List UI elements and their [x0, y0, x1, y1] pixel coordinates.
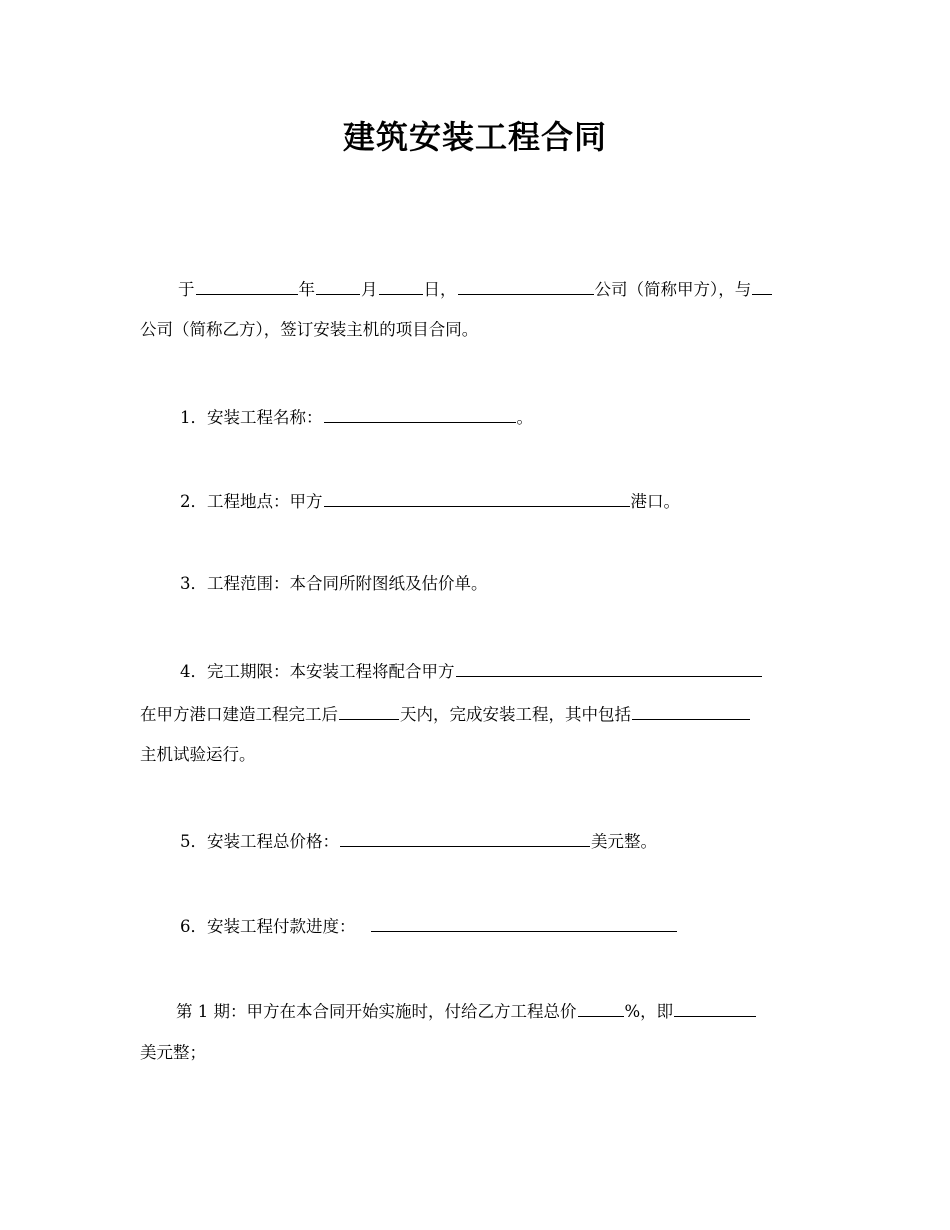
- phase-1-text-c: 美元整；: [140, 1043, 206, 1062]
- item-4-line-2b: 天内，完成安装工程，其中包括: [400, 705, 631, 724]
- item-5: [180, 828, 657, 852]
- item-4-label: 4．完工期限：本安装工程将配合甲方: [180, 662, 455, 681]
- document-title: 建筑安装工程合同: [342, 118, 607, 156]
- party-b-label: 公司（简称乙方），签订安装主机的项目合同。: [140, 320, 479, 339]
- item-3: [180, 572, 488, 596]
- phase-1-text-a: 第 1 期：甲方在本合同开始实施时，付给乙方工程总价: [176, 1002, 577, 1021]
- item-2-end: 港口。: [630, 492, 680, 511]
- location-blank[interactable]: [324, 488, 630, 507]
- intro-line-2: [140, 318, 478, 342]
- item-5-label: 5．安装工程总价格：: [180, 832, 339, 851]
- item-6: [180, 913, 678, 937]
- day-blank[interactable]: [379, 276, 423, 295]
- year-label: 年: [298, 280, 315, 299]
- party-b-blank[interactable]: [752, 276, 772, 295]
- item-6-label: 6．安装工程付款进度：: [180, 917, 356, 936]
- party-a-label: 公司（简称甲方），与: [594, 280, 752, 299]
- item-2-label: 2．工程地点：甲方: [180, 492, 323, 511]
- coordination-blank[interactable]: [456, 658, 762, 677]
- item-1-label: 1．安装工程名称：: [180, 408, 323, 427]
- item-1-end: 。: [516, 408, 533, 427]
- year-blank[interactable]: [196, 276, 298, 295]
- item-4-line-2: [140, 701, 751, 725]
- month-label: 月: [361, 280, 378, 299]
- party-a-blank[interactable]: [458, 276, 594, 295]
- item-4-line-1: [180, 658, 763, 682]
- item-5-end: 美元整。: [591, 832, 657, 851]
- month-blank[interactable]: [316, 276, 360, 295]
- item-4-line-3: [140, 743, 256, 767]
- phase-1-line-1: [176, 998, 757, 1022]
- item-1: [180, 404, 533, 428]
- payment-schedule-blank[interactable]: [371, 913, 677, 932]
- days-blank[interactable]: [339, 701, 399, 720]
- percent-blank[interactable]: [578, 998, 624, 1017]
- amount-blank[interactable]: [674, 998, 756, 1017]
- day-label: 日，: [423, 280, 457, 299]
- phase-1-line-2: [140, 1041, 206, 1065]
- total-price-blank[interactable]: [340, 828, 590, 847]
- item-4-line-3-text: 主机试验运行。: [140, 745, 256, 764]
- phase-1-text-b: %，即: [624, 1002, 674, 1021]
- intro-text: 于: [178, 280, 195, 299]
- item-3-label: 3．工程范围：本合同所附图纸及估价单。: [180, 574, 488, 593]
- item-2: [180, 488, 680, 512]
- includes-blank[interactable]: [632, 701, 750, 720]
- project-name-blank[interactable]: [324, 404, 516, 423]
- item-4-line-2a: 在甲方港口建造工程完工后: [140, 705, 338, 724]
- intro-line-1: [178, 276, 773, 300]
